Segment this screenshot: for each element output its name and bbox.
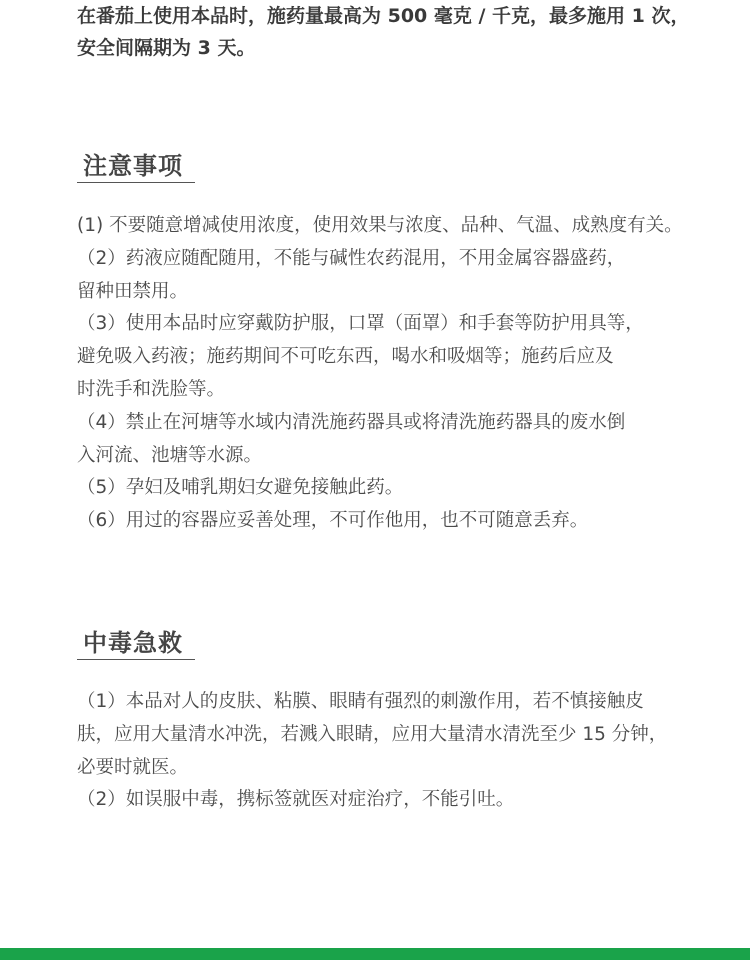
notes-body [77,210,697,538]
first-aid-title: 中毒急救 [83,629,183,657]
notes-heading [77,145,195,183]
intro-line: 在番茄上使用本品时，施药量最高为 500 毫克 / 千克，最多施用 1 次， [77,5,690,27]
first-aid-line: 肤，应用大量清水冲洗，若溅入眼睛，应用大量清水清洗至少 15 分钟， [77,723,668,745]
notes-line: 入河流、池塘等水源。 [77,444,263,466]
notes-line: （3）使用本品时应穿戴防护服，口罩（面罩）和手套等防护用具等， [77,313,644,335]
first-aid-line: （1）本品对人的皮肤、粘膜、眼睛有强烈的刺激作用，若不慎接触皮 [77,691,644,712]
intro-line: 安全间隔期为 3 天。 [77,37,256,59]
first-aid-line: （2）如误服中毒，携标签就医对症治疗，不能引吐。 [77,789,515,811]
notes-line: 避免吸入药液；施药期间不可吃东西，喝水和吸烟等；施药后应及 [77,346,614,368]
notes-line: 时洗手和洗脸等。 [77,378,226,400]
intro-paragraph [77,0,697,64]
notes-line: （5）孕妇及哺乳期妇女避免接触此药。 [77,477,404,499]
notes-line: （6）用过的容器应妥善处理，不可作他用，也不可随意丢弃。 [77,510,589,532]
notes-line: （2）药液应随配随用，不能与碱性农药混用，不用金属容器盛药， [77,247,626,269]
notes-title: 注意事项 [83,152,183,180]
notes-line: 留种田禁用。 [77,280,189,302]
first-aid-body [77,686,697,817]
notes-line: (1) 不要随意增减使用浓度，使用效果与浓度、品种、气温、成熟度有关。 [77,215,683,236]
notes-line: （4）禁止在河塘等水域内清洗施药器具或将清洗施药器具的废水倒 [77,411,626,433]
first-aid-line: 必要时就医。 [77,756,189,778]
first-aid-heading [77,622,195,660]
bottom-accent-bar [0,948,750,960]
